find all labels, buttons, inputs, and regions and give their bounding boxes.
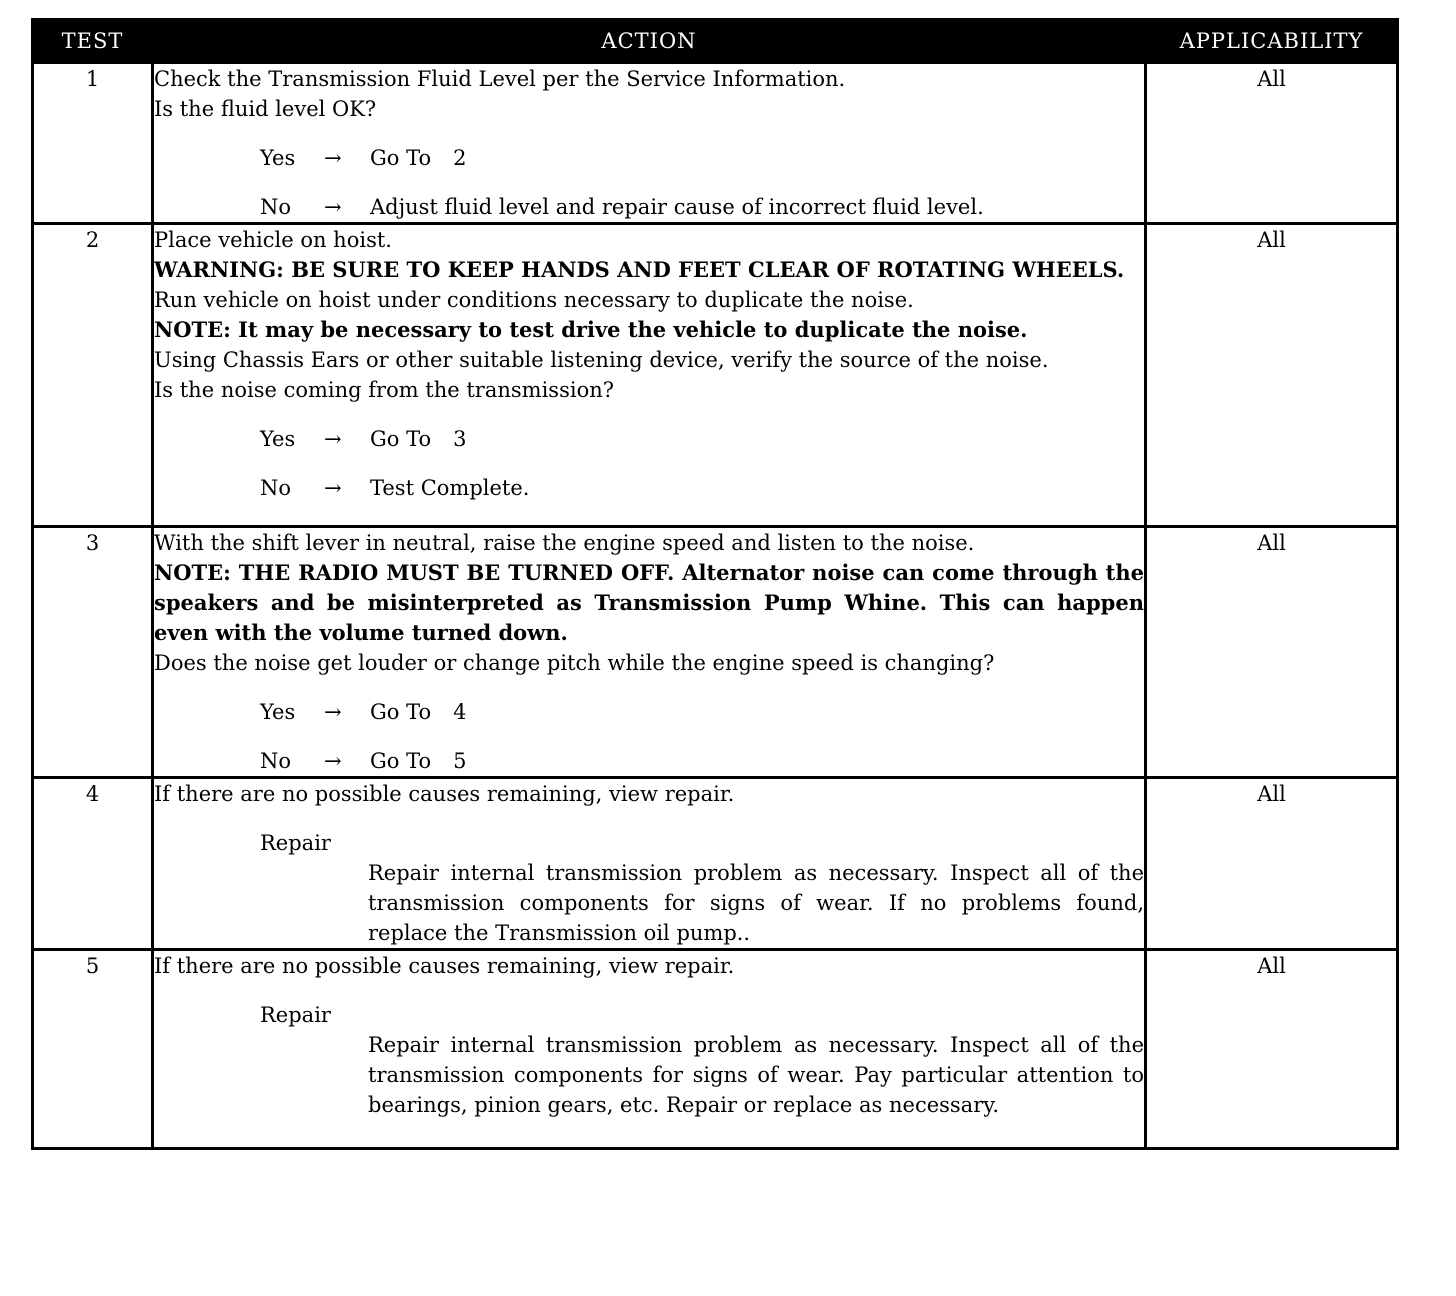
- action-line: Does the noise get louder or change pitch while the engine speed is changing?: [154, 651, 995, 675]
- goto-number: 3: [453, 427, 467, 451]
- header-row: [33, 20, 1398, 63]
- repair-label: Repair: [260, 831, 331, 855]
- action-line: If there are no possible causes remaining, view repair.: [154, 782, 735, 806]
- header-applicability: APPLICABILITY: [1146, 20, 1398, 63]
- yes-branch: [154, 697, 1144, 727]
- goto-number: 5: [453, 749, 467, 773]
- header-action: ACTION: [153, 20, 1146, 63]
- header-test: TEST: [33, 20, 153, 63]
- no-branch: [154, 473, 1144, 503]
- no-label: No: [260, 476, 292, 500]
- right-arrow-icon: →: [324, 749, 342, 773]
- test-number: 3: [33, 527, 153, 778]
- no-result: Adjust fluid level and repair cause of incorrect fluid level.: [370, 195, 984, 219]
- warning-text: WARNING: BE SURE TO KEEP HANDS AND FEET CLEAR OF ROTATING WHEELS.: [154, 257, 1125, 282]
- action-line: Using Chassis Ears or other suitable listening device, verify the source of the noise.: [154, 348, 1049, 372]
- action-cell: [153, 527, 1146, 778]
- yes-label: Yes: [260, 427, 296, 451]
- goto-text: Go To: [370, 749, 432, 773]
- table-row: [33, 778, 1398, 950]
- action-cell: [153, 950, 1146, 1149]
- action-line: Place vehicle on hoist.: [154, 228, 392, 252]
- repair-text: Repair internal transmission problem as necessary. Inspect all of the transmission components for signs of wear. If no problems found, replace the Transmission oil pump..: [368, 861, 1144, 945]
- action-line: Is the noise coming from the transmission?: [154, 378, 614, 402]
- right-arrow-icon: →: [324, 427, 342, 451]
- applicability-cell: All: [1146, 778, 1398, 950]
- yes-branch: [154, 143, 1144, 173]
- note-text: NOTE: It may be necessary to test drive the vehicle to duplicate the noise.: [154, 317, 1028, 342]
- test-number: 5: [33, 950, 153, 1149]
- action-line: Is the fluid level OK?: [154, 97, 377, 121]
- action-cell: [153, 224, 1146, 527]
- no-label: No: [260, 195, 292, 219]
- no-label: No: [260, 749, 292, 773]
- goto-text: Go To: [370, 146, 432, 170]
- right-arrow-icon: →: [324, 700, 342, 724]
- yes-label: Yes: [260, 146, 296, 170]
- table-row: [33, 224, 1398, 527]
- right-arrow-icon: →: [324, 146, 342, 170]
- note-text: NOTE: THE RADIO MUST BE TURNED OFF. Alternator noise can come through the speakers and be misinterpreted as Transmission Pump Whine. This can happen even with the volume turned down.: [154, 560, 1144, 645]
- test-number: 4: [33, 778, 153, 950]
- repair-text: Repair internal transmission problem as necessary. Inspect all of the transmission components for signs of wear. Pay particular attention to bearings, pinion gears, etc. Repair or replace as necessary.: [368, 1033, 1144, 1117]
- test-number: 1: [33, 63, 153, 224]
- applicability-cell: All: [1146, 527, 1398, 778]
- yes-label: Yes: [260, 700, 296, 724]
- goto-text: Go To: [370, 427, 432, 451]
- applicability-cell: All: [1146, 224, 1398, 527]
- action-line: If there are no possible causes remaining, view repair.: [154, 954, 735, 978]
- action-line: With the shift lever in neutral, raise the engine speed and listen to the noise.: [154, 531, 975, 555]
- applicability-cell: All: [1146, 950, 1398, 1149]
- right-arrow-icon: →: [324, 476, 342, 500]
- action-cell: [153, 63, 1146, 224]
- action-line: Check the Transmission Fluid Level per the Service Information.: [154, 67, 846, 91]
- table-row: [33, 63, 1398, 224]
- no-result: Test Complete.: [370, 476, 530, 500]
- goto-number: 2: [453, 146, 467, 170]
- applicability-cell: All: [1146, 63, 1398, 224]
- table-row: [33, 527, 1398, 778]
- goto-number: 4: [453, 700, 467, 724]
- action-cell: [153, 778, 1146, 950]
- diagnostic-test-table: [31, 18, 1399, 1150]
- goto-text: Go To: [370, 700, 432, 724]
- table-row: [33, 950, 1398, 1149]
- right-arrow-icon: →: [324, 195, 342, 219]
- action-line: Run vehicle on hoist under conditions necessary to duplicate the noise.: [154, 288, 914, 312]
- repair-label: Repair: [260, 1003, 331, 1027]
- no-branch: [154, 746, 1144, 776]
- no-branch: [154, 192, 1144, 222]
- test-number: 2: [33, 224, 153, 527]
- yes-branch: [154, 424, 1144, 454]
